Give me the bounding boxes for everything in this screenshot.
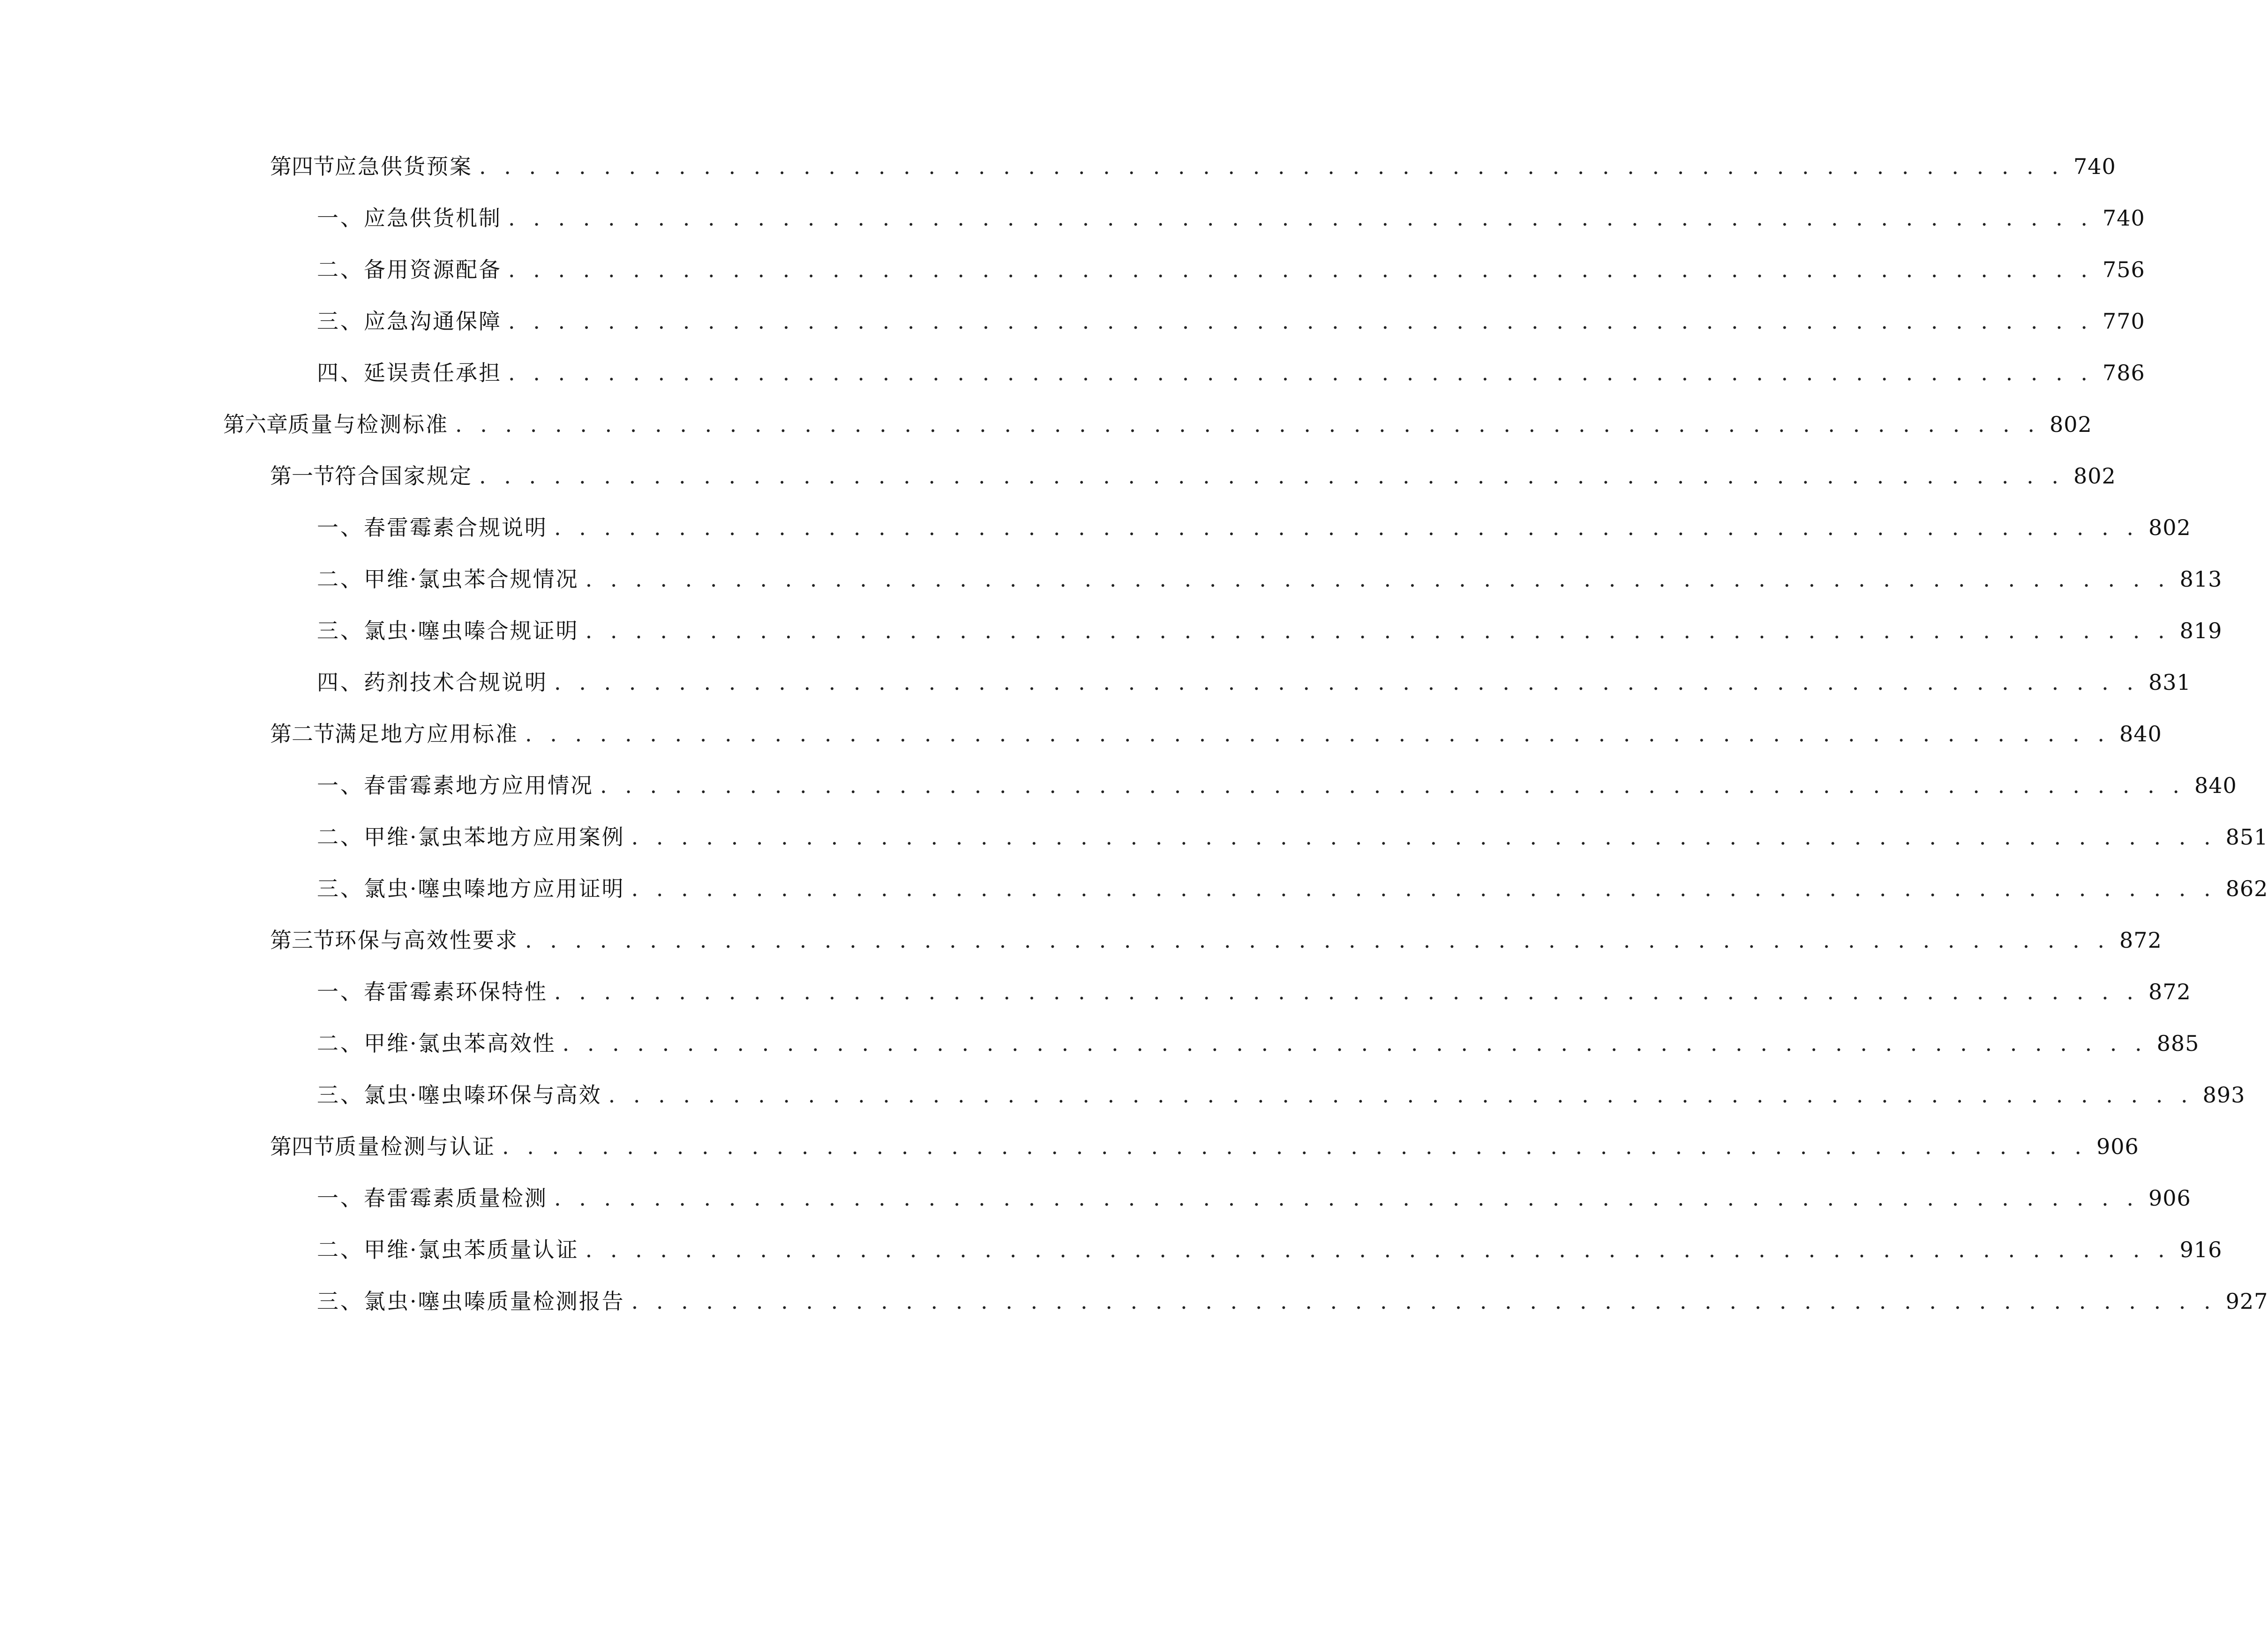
toc-entry-title: 质量检测与认证	[335, 1134, 496, 1159]
toc-entry-number: 一、	[317, 1185, 364, 1211]
toc-page-number: 840	[2194, 773, 2237, 798]
toc-leader-dots: . . . . . . . . . . . . . . . . . . . . . . . . . . . . . . . . . . . . . . . . . . . . . . . . . . . . . . . . . . . . . . . .	[600, 773, 2185, 798]
toc-entry-title: 备用资源配备	[364, 257, 502, 282]
toc-page-number: 851	[2225, 824, 2268, 850]
toc-entry-title: 甲维·氯虫苯质量认证	[364, 1237, 579, 1262]
toc-leader-dots: . . . . . . . . . . . . . . . . . . . . . . . . . . . . . . . . . . . . . . . . . . . . . . . . . . . . . . . . . . . . . . . .	[631, 1289, 2216, 1314]
toc-entry-row	[317, 605, 2223, 656]
toc-entry-title: 满足地方应用标准	[335, 721, 518, 747]
toc-section-entry[interactable]	[0, 1121, 2139, 1172]
toc-entry-title: 氯虫·噻虫嗪合规证明	[364, 618, 579, 643]
toc-page-number: 927	[2225, 1289, 2268, 1314]
toc-entry-row	[317, 1018, 2200, 1069]
toc-entry-row	[317, 656, 2191, 708]
toc-entry-number: 二、	[317, 257, 364, 282]
toc-page-number: 819	[2179, 618, 2223, 643]
toc-subsection-entry[interactable]	[0, 760, 2237, 811]
toc-chapter-entry[interactable]	[0, 399, 2092, 450]
toc-entry-title: 春雷霉素环保特性	[364, 979, 548, 1004]
toc-leader-dots: . . . . . . . . . . . . . . . . . . . . . . . . . . . . . . . . . . . . . . . . . . . . . . . . . . . . . . . . . . . . . . . .	[554, 515, 2140, 540]
toc-page-number: 770	[2103, 309, 2145, 334]
toc-page-number: 740	[2103, 205, 2145, 231]
toc-entry-title: 应急供货预案	[335, 154, 473, 179]
toc-entry-row	[317, 1069, 2245, 1121]
toc-entry-row	[317, 295, 2145, 347]
toc-entry-title: 延误责任承担	[364, 360, 502, 385]
toc-entry-title: 甲维·氯虫苯地方应用案例	[364, 824, 625, 850]
toc-leader-dots: . . . . . . . . . . . . . . . . . . . . . . . . . . . . . . . . . . . . . . . . . . . . . . . . . . . . . . . . . . . . . . . .	[585, 1237, 2170, 1262]
toc-entry-title: 应急供货机制	[364, 205, 502, 231]
toc-entry-number: 一、	[317, 515, 364, 540]
toc-leader-dots: . . . . . . . . . . . . . . . . . . . . . . . . . . . . . . . . . . . . . . . . . . . . . . . . . . . . . . . . . . . . . . . .	[631, 876, 2216, 901]
toc-leader-dots: . . . . . . . . . . . . . . . . . . . . . . . . . . . . . . . . . . . . . . . . . . . . . . . . . . . . . . . . . . . . . . . .	[525, 721, 2110, 747]
toc-entry-number: 第二节	[270, 721, 335, 747]
toc-page-number: 906	[2148, 1185, 2191, 1211]
toc-leader-dots: . . . . . . . . . . . . . . . . . . . . . . . . . . . . . . . . . . . . . . . . . . . . . . . . . . . . . . . . . . . . . . . .	[554, 979, 2140, 1004]
toc-section-entry[interactable]	[0, 914, 2162, 966]
toc-page-number: 916	[2179, 1237, 2223, 1262]
toc-subsection-entry[interactable]	[0, 192, 2145, 244]
toc-entry-number: 第三节	[270, 928, 335, 953]
toc-entry-number: 二、	[317, 1031, 364, 1056]
toc-entry-row	[270, 450, 2116, 502]
toc-page-number: 802	[2148, 515, 2191, 540]
toc-leader-dots: . . . . . . . . . . . . . . . . . . . . . . . . . . . . . . . . . . . . . . . . . . . . . . . . . . . . . . . . . . . . . . . .	[554, 1185, 2140, 1211]
toc-entry-title: 氯虫·噻虫嗪质量检测报告	[364, 1289, 625, 1314]
toc-leader-dots: . . . . . . . . . . . . . . . . . . . . . . . . . . . . . . . . . . . . . . . . . . . . . . . . . . . . . . . . . . . . . . . .	[562, 1031, 2148, 1056]
toc-leader-dots: . . . . . . . . . . . . . . . . . . . . . . . . . . . . . . . . . . . . . . . . . . . . . . . . . . . . . . . . . . . . . . . .	[631, 824, 2216, 850]
toc-subsection-entry[interactable]	[0, 1018, 2200, 1069]
toc-entry-number: 三、	[317, 618, 364, 643]
toc-subsection-entry[interactable]	[0, 656, 2191, 708]
toc-entry-number: 二、	[317, 1237, 364, 1262]
toc-entry-number: 三、	[317, 1289, 364, 1314]
toc-leader-dots: . . . . . . . . . . . . . . . . . . . . . . . . . . . . . . . . . . . . . . . . . . . . . . . . . . . . . . . . . . . . . . . .	[502, 1134, 2088, 1159]
toc-entry-row	[270, 1121, 2139, 1172]
table-of-contents	[0, 141, 2268, 1327]
toc-page-number: 885	[2156, 1031, 2200, 1056]
toc-entry-row	[317, 760, 2237, 811]
toc-subsection-entry[interactable]	[0, 1172, 2191, 1224]
toc-leader-dots: . . . . . . . . . . . . . . . . . . . . . . . . . . . . . . . . . . . . . . . . . . . . . . . . . . . . . . . . . . . . . . . .	[455, 412, 2041, 437]
toc-entry-number: 第四节	[270, 1134, 335, 1159]
toc-page-number: 862	[2225, 876, 2268, 901]
toc-page-number: 872	[2148, 979, 2191, 1004]
toc-page-number: 831	[2148, 670, 2191, 695]
toc-leader-dots: . . . . . . . . . . . . . . . . . . . . . . . . . . . . . . . . . . . . . . . . . . . . . . . . . . . . . . . . . . . . . . . .	[508, 309, 2094, 334]
toc-leader-dots: . . . . . . . . . . . . . . . . . . . . . . . . . . . . . . . . . . . . . . . . . . . . . . . . . . . . . . . . . . . . . . . .	[554, 670, 2140, 695]
toc-entry-row	[317, 1224, 2223, 1275]
toc-leader-dots: . . . . . . . . . . . . . . . . . . . . . . . . . . . . . . . . . . . . . . . . . . . . . . . . . . . . . . . . . . . . . . . .	[508, 257, 2094, 282]
toc-entry-number: 四、	[317, 360, 364, 385]
toc-subsection-entry[interactable]	[0, 1275, 2268, 1327]
toc-entry-number: 一、	[317, 773, 364, 798]
toc-entry-number: 二、	[317, 824, 364, 850]
toc-entry-row	[317, 966, 2191, 1018]
toc-entry-number: 一、	[317, 979, 364, 1004]
toc-section-entry[interactable]	[0, 708, 2162, 760]
toc-page-number: 802	[2073, 463, 2116, 489]
toc-entry-number: 三、	[317, 1082, 364, 1108]
toc-entry-title: 环保与高效性要求	[335, 928, 518, 953]
toc-entry-row	[270, 914, 2162, 966]
toc-entry-row	[317, 502, 2191, 553]
toc-subsection-entry[interactable]	[0, 347, 2145, 399]
toc-subsection-entry[interactable]	[0, 966, 2191, 1018]
toc-page-number: 802	[2050, 412, 2092, 437]
toc-entry-title: 氯虫·噻虫嗪环保与高效	[364, 1082, 602, 1108]
toc-entry-number: 第四节	[270, 154, 335, 179]
toc-leader-dots: . . . . . . . . . . . . . . . . . . . . . . . . . . . . . . . . . . . . . . . . . . . . . . . . . . . . . . . . . . . . . . . .	[508, 205, 2094, 231]
toc-leader-dots: . . . . . . . . . . . . . . . . . . . . . . . . . . . . . . . . . . . . . . . . . . . . . . . . . . . . . . . . . . . . . . . .	[508, 360, 2094, 385]
toc-leader-dots: . . . . . . . . . . . . . . . . . . . . . . . . . . . . . . . . . . . . . . . . . . . . . . . . . . . . . . . . . . . . . . . .	[479, 154, 2065, 179]
toc-subsection-entry[interactable]	[0, 605, 2223, 656]
toc-entry-number: 第六章	[223, 412, 288, 437]
toc-entry-number: 一、	[317, 205, 364, 231]
toc-subsection-entry[interactable]	[0, 553, 2223, 605]
toc-entry-title: 质量与检测标准	[288, 412, 449, 437]
toc-entry-number: 第一节	[270, 463, 335, 489]
toc-entry-row	[270, 141, 2116, 192]
toc-entry-number: 四、	[317, 670, 364, 695]
toc-entry-title: 甲维·氯虫苯合规情况	[364, 566, 579, 592]
toc-section-entry[interactable]	[0, 450, 2116, 502]
toc-entry-title: 应急沟通保障	[364, 309, 502, 334]
toc-page-number: 740	[2073, 154, 2116, 179]
toc-section-entry[interactable]	[0, 141, 2116, 192]
toc-page-number: 872	[2119, 928, 2162, 953]
toc-subsection-entry[interactable]	[0, 244, 2145, 295]
toc-entry-row	[223, 399, 2092, 450]
toc-subsection-entry[interactable]	[0, 1224, 2223, 1275]
toc-entry-row	[270, 708, 2162, 760]
toc-subsection-entry[interactable]	[0, 1069, 2245, 1121]
toc-subsection-entry[interactable]	[0, 295, 2145, 347]
toc-entry-number: 二、	[317, 566, 364, 592]
toc-entry-row	[317, 863, 2268, 914]
toc-leader-dots: . . . . . . . . . . . . . . . . . . . . . . . . . . . . . . . . . . . . . . . . . . . . . . . . . . . . . . . . . . . . . . . .	[525, 928, 2110, 953]
toc-leader-dots: . . . . . . . . . . . . . . . . . . . . . . . . . . . . . . . . . . . . . . . . . . . . . . . . . . . . . . . . . . . . . . . .	[585, 618, 2170, 643]
toc-entry-row	[317, 553, 2223, 605]
toc-entry-row	[317, 244, 2145, 295]
toc-entry-title: 氯虫·噻虫嗪地方应用证明	[364, 876, 625, 901]
toc-page-number: 840	[2119, 721, 2162, 747]
toc-subsection-entry[interactable]	[0, 502, 2191, 553]
toc-page-number: 756	[2103, 257, 2145, 282]
toc-page-number: 906	[2096, 1134, 2139, 1159]
toc-entry-row	[317, 811, 2268, 863]
toc-entry-title: 春雷霉素合规说明	[364, 515, 548, 540]
toc-leader-dots: . . . . . . . . . . . . . . . . . . . . . . . . . . . . . . . . . . . . . . . . . . . . . . . . . . . . . . . . . . . . . . . .	[479, 463, 2065, 489]
toc-entry-row	[317, 1172, 2191, 1224]
toc-subsection-entry[interactable]	[0, 863, 2268, 914]
toc-leader-dots: . . . . . . . . . . . . . . . . . . . . . . . . . . . . . . . . . . . . . . . . . . . . . . . . . . . . . . . . . . . . . . . .	[608, 1082, 2193, 1108]
toc-page-number: 893	[2202, 1082, 2245, 1108]
toc-entry-title: 药剂技术合规说明	[364, 670, 548, 695]
toc-leader-dots: . . . . . . . . . . . . . . . . . . . . . . . . . . . . . . . . . . . . . . . . . . . . . . . . . . . . . . . . . . . . . . . .	[585, 566, 2170, 592]
toc-entry-number: 三、	[317, 309, 364, 334]
toc-page-number: 786	[2103, 360, 2145, 385]
toc-subsection-entry[interactable]	[0, 811, 2268, 863]
toc-entry-title: 甲维·氯虫苯高效性	[364, 1031, 556, 1056]
toc-entry-row	[317, 347, 2145, 399]
toc-entry-number: 三、	[317, 876, 364, 901]
toc-entry-title: 符合国家规定	[335, 463, 473, 489]
toc-page-number: 813	[2179, 566, 2223, 592]
toc-entry-title: 春雷霉素质量检测	[364, 1185, 548, 1211]
toc-entry-row	[317, 1275, 2268, 1327]
toc-entry-row	[317, 192, 2145, 244]
toc-entry-title: 春雷霉素地方应用情况	[364, 773, 593, 798]
